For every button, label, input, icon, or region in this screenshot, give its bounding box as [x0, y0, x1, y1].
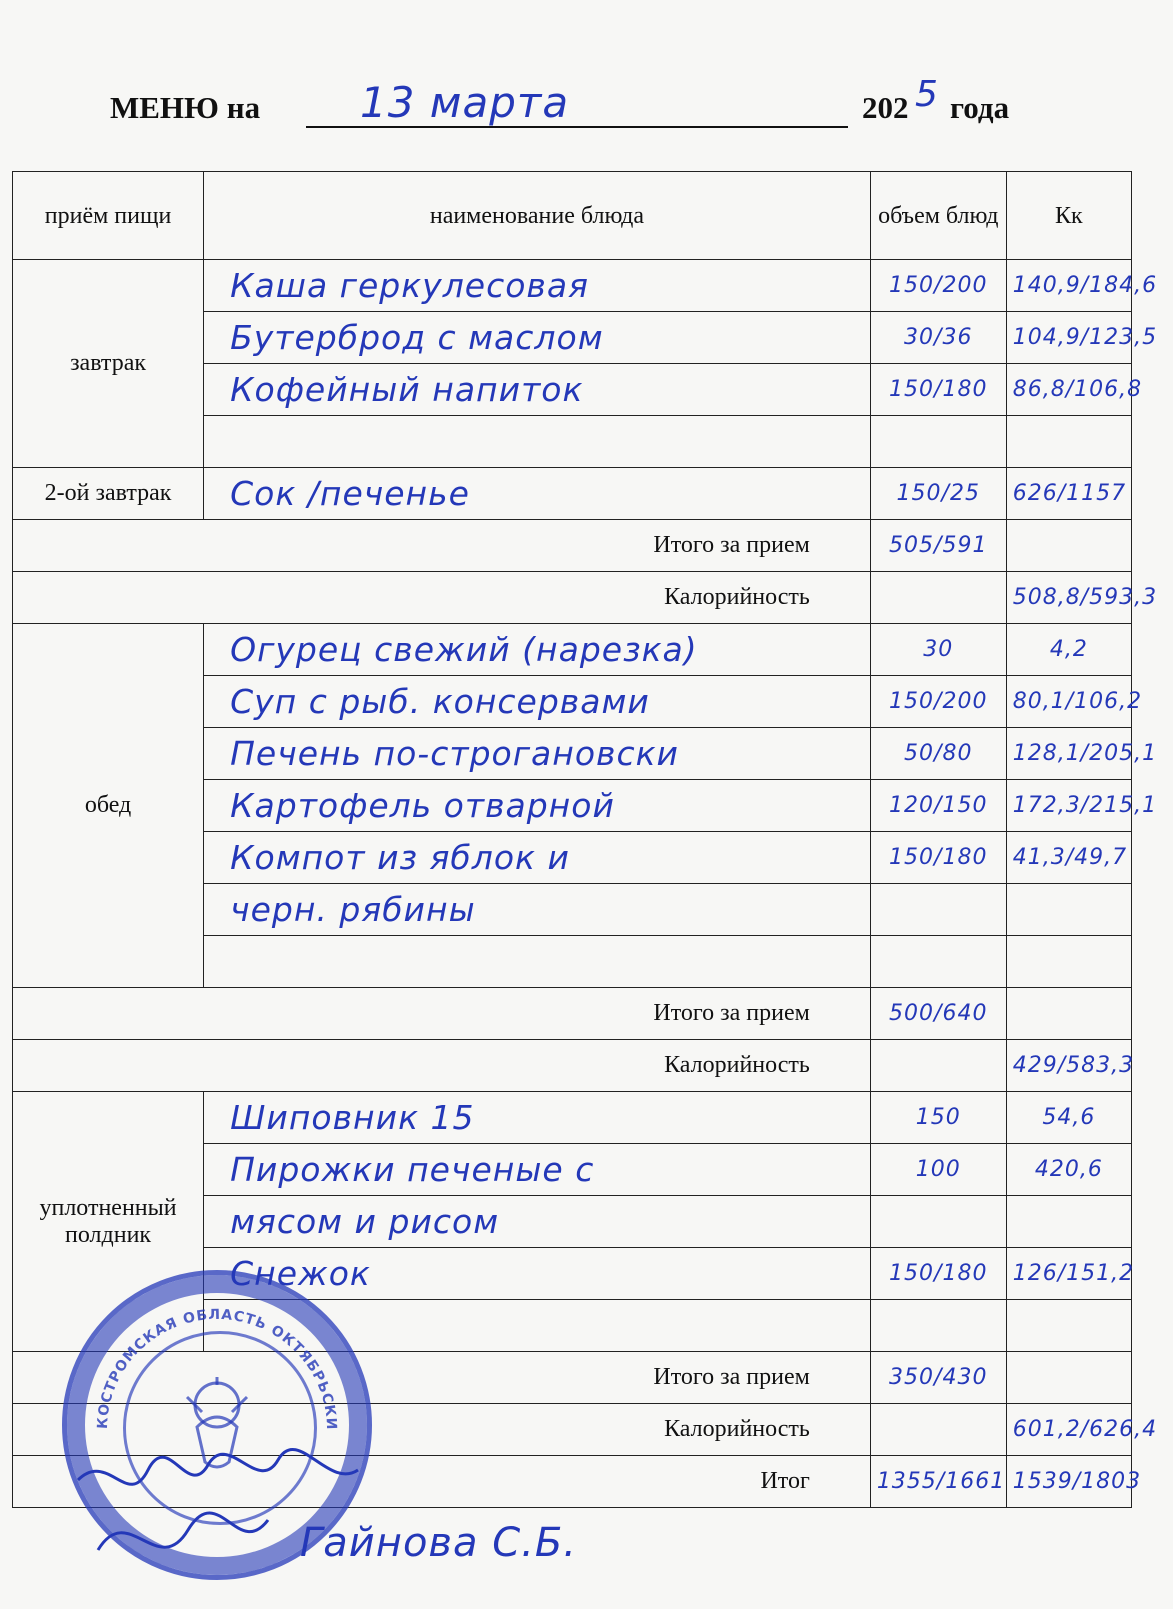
svg-text:КОСТРОМСКАЯ ОБЛАСТЬ ОКТЯБРЬСКИ: КОСТРОМСКАЯ ОБЛАСТЬ ОКТЯБРЬСКИ — [94, 1306, 340, 1431]
dish-volume: 30/36 — [870, 312, 1006, 364]
dish-name: Печень по-строгановски — [204, 728, 871, 780]
dish-kk: 41,3/49,7 — [1006, 832, 1131, 884]
grand-total-label: Итог — [13, 1456, 871, 1508]
dish-name: Сок /печенье — [204, 468, 871, 520]
total-volume: 500/640 — [870, 988, 1006, 1040]
dish-kk: 128,1/205,1 — [1006, 728, 1131, 780]
calorie-value: 429/583,3 — [1006, 1040, 1131, 1092]
dish-name: Кофейный напиток — [204, 364, 871, 416]
title-label: МЕНЮ на — [110, 90, 261, 125]
grand-total-kk: 1539/1803 — [1006, 1456, 1131, 1508]
dish-volume: 100 — [870, 1144, 1006, 1196]
dish-name: Пирожки печеные с — [204, 1144, 871, 1196]
meal-second-breakfast: 2-ой завтрак — [13, 468, 204, 520]
calorie-label: Калорийность — [13, 572, 871, 624]
dish-name: Огурец свежий (нарезка) — [204, 624, 871, 676]
dish-volume: 150 — [870, 1092, 1006, 1144]
total-label: Итого за прием — [13, 1352, 871, 1404]
dish-name: Шиповник 15 — [204, 1092, 871, 1144]
dish-name: Бутерброд с маслом — [204, 312, 871, 364]
table-row — [13, 624, 1132, 676]
handwritten-date: 13 марта — [360, 78, 570, 127]
dish-kk: 140,9/184,6 — [1006, 260, 1131, 312]
dish-volume: 50/80 — [870, 728, 1006, 780]
total-label: Итого за прием — [13, 988, 871, 1040]
dish-name: Картофель отварной — [204, 780, 871, 832]
dish-kk: 80,1/106,2 — [1006, 676, 1131, 728]
meal-lunch: обед — [13, 624, 204, 988]
dish-volume: 150/200 — [870, 676, 1006, 728]
dish-kk: 104,9/123,5 — [1006, 312, 1131, 364]
total-row — [13, 988, 1132, 1040]
header-volume: объем блюд — [870, 172, 1006, 260]
calorie-label: Калорийность — [13, 1040, 871, 1092]
meal-breakfast: завтрак — [13, 260, 204, 468]
calorie-value: 508,8/593,3 — [1006, 572, 1131, 624]
dish-volume: 30 — [870, 624, 1006, 676]
meal-snack: уплотненный полдник — [13, 1092, 204, 1352]
calorie-value: 601,2/626,4 — [1006, 1404, 1131, 1456]
dish-kk: 86,8/106,8 — [1006, 364, 1131, 416]
dish-volume: 150/25 — [870, 468, 1006, 520]
year-printed: 202 — [862, 90, 909, 125]
table-row — [13, 468, 1132, 520]
dish-name: черн. рябины — [204, 884, 871, 936]
year-handwritten: 5 — [915, 74, 939, 115]
dish-volume: 150/180 — [870, 1248, 1006, 1300]
table-row — [13, 1092, 1132, 1144]
header-meal: приём пищи — [13, 172, 204, 260]
dish-name: Снежок — [204, 1248, 871, 1300]
dish-volume: 120/150 — [870, 780, 1006, 832]
header-name: наименование блюда — [204, 172, 871, 260]
total-volume: 505/591 — [870, 520, 1006, 572]
dish-kk: 420,6 — [1006, 1144, 1131, 1196]
table-row — [13, 260, 1132, 312]
dish-name: Каша геркулесовая — [204, 260, 871, 312]
total-row — [13, 520, 1132, 572]
total-volume: 350/430 — [870, 1352, 1006, 1404]
header-kk: Кк — [1006, 172, 1131, 260]
year-suffix: года — [950, 90, 1010, 125]
dish-kk — [1006, 884, 1131, 936]
menu-title — [110, 74, 1030, 136]
dish-volume — [870, 884, 1006, 936]
dish-name: Компот из яблок и — [204, 832, 871, 884]
dish-kk: 54,6 — [1006, 1092, 1131, 1144]
total-label: Итого за прием — [13, 520, 871, 572]
dish-kk: 626/1157 — [1006, 468, 1131, 520]
dish-kk: 126/151,2 — [1006, 1248, 1131, 1300]
dish-name: Суп с рыб. консервами — [204, 676, 871, 728]
signature-name: Гайнова С.Б. — [300, 1520, 578, 1566]
dish-volume: 150/180 — [870, 832, 1006, 884]
dish-kk: 172,3/215,1 — [1006, 780, 1131, 832]
dish-kk: 4,2 — [1006, 624, 1131, 676]
dish-volume: 150/200 — [870, 260, 1006, 312]
header-row — [13, 172, 1132, 260]
dish-kk — [1006, 1196, 1131, 1248]
dish-name: мясом и рисом — [204, 1196, 871, 1248]
calorie-row — [13, 572, 1132, 624]
calorie-row — [13, 1040, 1132, 1092]
dish-volume: 150/180 — [870, 364, 1006, 416]
calorie-label: Калорийность — [13, 1404, 871, 1456]
grand-total-volume: 1355/1661 — [870, 1456, 1006, 1508]
dish-volume — [870, 1196, 1006, 1248]
